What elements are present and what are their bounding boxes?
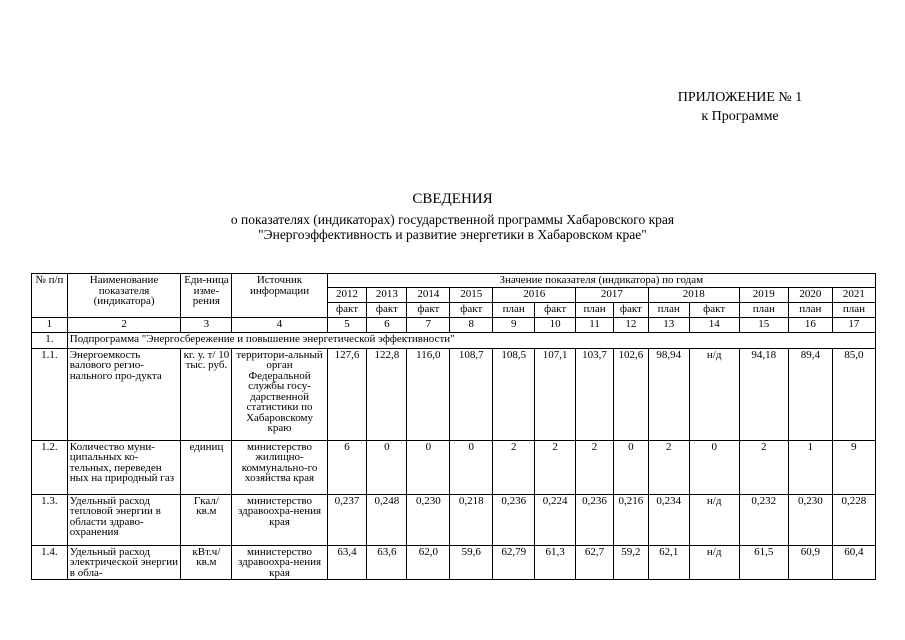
- value-type-header: факт: [613, 302, 648, 317]
- column-number: 16: [788, 317, 832, 332]
- column-numbers-row: [32, 317, 876, 332]
- value-cell: 61,3: [535, 545, 576, 580]
- row-number: 1.1.: [32, 348, 68, 440]
- value-cell: 102,6: [613, 348, 648, 440]
- value-type-header: план: [648, 302, 689, 317]
- header-no: № п/п: [32, 274, 68, 318]
- unit-cell: кВт.ч/ кв.м: [181, 545, 232, 580]
- section-label: Подпрограмма "Энергосбережение и повышение энергетической эффективности": [67, 332, 875, 348]
- value-cell: 107,1: [535, 348, 576, 440]
- table-row: [32, 348, 876, 440]
- value-cell: н/д: [689, 545, 739, 580]
- year-header: 2012: [327, 287, 367, 302]
- indicator-name: Энергоемкость валового регио-нального про-дукта: [67, 348, 181, 440]
- value-cell: 127,6: [327, 348, 367, 440]
- value-cell: 63,4: [327, 545, 367, 580]
- value-cell: 0: [613, 440, 648, 494]
- value-cell: 0,218: [450, 494, 493, 545]
- column-number: 10: [535, 317, 576, 332]
- value-cell: 0,232: [739, 494, 788, 545]
- value-type-header: план: [739, 302, 788, 317]
- table-row: [32, 545, 876, 580]
- column-number: 3: [181, 317, 232, 332]
- column-number: 15: [739, 317, 788, 332]
- value-cell: 0,228: [832, 494, 875, 545]
- year-header: 2016: [493, 287, 576, 302]
- value-cell: 1: [788, 440, 832, 494]
- header-source: Источник информации: [232, 274, 327, 318]
- value-cell: 6: [327, 440, 367, 494]
- column-number: 6: [367, 317, 407, 332]
- value-cell: 62,7: [576, 545, 614, 580]
- value-type-header: факт: [450, 302, 493, 317]
- value-type-header: план: [832, 302, 875, 317]
- column-number: 13: [648, 317, 689, 332]
- value-cell: 0,216: [613, 494, 648, 545]
- value-cell: 2: [576, 440, 614, 494]
- section-row: [32, 332, 876, 348]
- value-cell: 0,236: [576, 494, 614, 545]
- appendix-number: ПРИЛОЖЕНИЕ № 1: [677, 90, 803, 105]
- value-cell: 0,234: [648, 494, 689, 545]
- header-unit: Еди-ница изме-рения: [181, 274, 232, 318]
- value-cell: 9: [832, 440, 875, 494]
- year-header: 2015: [450, 287, 493, 302]
- year-header: 2017: [576, 287, 649, 302]
- value-cell: н/д: [689, 494, 739, 545]
- title-sub-2: "Энергоэффективность и развитие энергетики в Хабаровском крае": [258, 227, 647, 242]
- appendix-reference: к Программе: [701, 109, 779, 124]
- year-header: 2014: [407, 287, 450, 302]
- source-cell: министерство здравоохра-нения края: [232, 494, 327, 545]
- appendix-header: [640, 88, 840, 126]
- row-number: 1.3.: [32, 494, 68, 545]
- year-header: 2019: [739, 287, 788, 302]
- document-title: [0, 190, 905, 242]
- value-type-header: факт: [367, 302, 407, 317]
- column-number: 4: [232, 317, 327, 332]
- value-type-header: план: [493, 302, 535, 317]
- indicator-name: Удельный расход тепловой энергии в области здраво-охранения: [67, 494, 181, 545]
- title-main: СВЕДЕНИЯ: [412, 191, 493, 207]
- value-cell: 108,7: [450, 348, 493, 440]
- value-cell: 61,5: [739, 545, 788, 580]
- value-cell: 0: [367, 440, 407, 494]
- value-cell: 89,4: [788, 348, 832, 440]
- year-header: 2013: [367, 287, 407, 302]
- value-cell: 60,4: [832, 545, 875, 580]
- row-number: 1.2.: [32, 440, 68, 494]
- value-cell: 2: [739, 440, 788, 494]
- value-cell: 94,18: [739, 348, 788, 440]
- section-number: 1.: [32, 332, 68, 348]
- value-cell: 122,8: [367, 348, 407, 440]
- value-cell: 63,6: [367, 545, 407, 580]
- column-number: 1: [32, 317, 68, 332]
- value-cell: 0,230: [407, 494, 450, 545]
- value-cell: 2: [535, 440, 576, 494]
- column-number: 12: [613, 317, 648, 332]
- value-cell: 0,224: [535, 494, 576, 545]
- unit-cell: единиц: [181, 440, 232, 494]
- column-number: 2: [67, 317, 181, 332]
- value-type-header: план: [576, 302, 614, 317]
- value-cell: 103,7: [576, 348, 614, 440]
- table-row: [32, 440, 876, 494]
- value-type-header: факт: [689, 302, 739, 317]
- source-cell: территори-альный орган Федеральной службы госу-дарственной статистики по Хабаровскому краю: [232, 348, 327, 440]
- value-cell: 0,237: [327, 494, 367, 545]
- value-cell: 85,0: [832, 348, 875, 440]
- column-number: 7: [407, 317, 450, 332]
- row-number: 1.4.: [32, 545, 68, 580]
- year-header: 2021: [832, 287, 875, 302]
- value-cell: 62,79: [493, 545, 535, 580]
- value-type-header: план: [788, 302, 832, 317]
- value-cell: 0: [450, 440, 493, 494]
- column-number: 9: [493, 317, 535, 332]
- value-cell: 116,0: [407, 348, 450, 440]
- indicator-name: Удельный расход электрической энергии в обла-: [67, 545, 181, 580]
- indicator-name: Количество муни-ципальных ко-тельных, переведен ных на природный газ: [67, 440, 181, 494]
- column-number: 5: [327, 317, 367, 332]
- unit-cell: кг. у. т/ 10 тыс. руб.: [181, 348, 232, 440]
- value-cell: 62,0: [407, 545, 450, 580]
- table-row: [32, 494, 876, 545]
- value-type-header: факт: [327, 302, 367, 317]
- header-values: Значение показателя (индикатора) по годам: [327, 274, 875, 288]
- value-cell: 62,1: [648, 545, 689, 580]
- value-type-header: факт: [535, 302, 576, 317]
- value-cell: н/д: [689, 348, 739, 440]
- column-number: 14: [689, 317, 739, 332]
- value-cell: 59,6: [450, 545, 493, 580]
- value-cell: 2: [493, 440, 535, 494]
- indicators-table: [31, 273, 876, 580]
- value-cell: 2: [648, 440, 689, 494]
- column-number: 17: [832, 317, 875, 332]
- value-cell: 108,5: [493, 348, 535, 440]
- header-name: Наименование показателя (индикатора): [67, 274, 181, 318]
- unit-cell: Гкал/ кв.м: [181, 494, 232, 545]
- source-cell: министерство жилищно-коммунально-го хозяйства края: [232, 440, 327, 494]
- year-header: 2018: [648, 287, 739, 302]
- column-number: 11: [576, 317, 614, 332]
- year-header: 2020: [788, 287, 832, 302]
- value-cell: 0: [407, 440, 450, 494]
- value-type-header: факт: [407, 302, 450, 317]
- title-sub-1: о показателях (индикаторах) государственной программы Хабаровского края: [230, 212, 675, 227]
- value-cell: 0: [689, 440, 739, 494]
- value-cell: 98,94: [648, 348, 689, 440]
- value-cell: 59,2: [613, 545, 648, 580]
- value-cell: 0,248: [367, 494, 407, 545]
- source-cell: министерство здравоохра-нения края: [232, 545, 327, 580]
- value-cell: 0,230: [788, 494, 832, 545]
- column-number: 8: [450, 317, 493, 332]
- value-cell: 0,236: [493, 494, 535, 545]
- value-cell: 60,9: [788, 545, 832, 580]
